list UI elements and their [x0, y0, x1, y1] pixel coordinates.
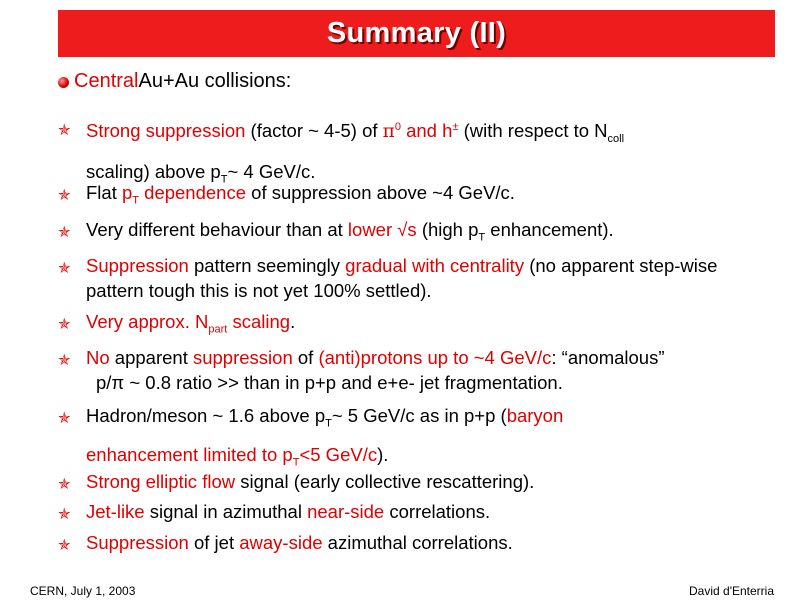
highlight: π [382, 121, 395, 143]
subscript: T [325, 417, 332, 430]
text: p/π ~ 0.8 ratio >> than in p+p and e+e- jet fragmentation. [96, 372, 563, 393]
highlight: lower √s [347, 219, 417, 240]
star-bullet-icon: ✯ [58, 224, 71, 241]
list-item [58, 309, 778, 343]
list-item [58, 253, 778, 303]
subscript: T [220, 173, 228, 186]
text: signal (early collective rescattering). [235, 471, 535, 492]
text: azimuthal correlations. [322, 532, 513, 553]
star-bullet-icon: ✯ [58, 122, 71, 139]
text: ~ 4 GeV/c. [227, 160, 316, 182]
text: of jet [188, 532, 240, 553]
page-title: Summary (II) [326, 17, 507, 49]
highlight: and h [400, 120, 453, 142]
highlight: near-side [307, 501, 385, 522]
text: ). [377, 443, 389, 465]
star-bullet-icon: ✯ [58, 316, 71, 333]
highlight: Suppression [86, 255, 189, 276]
text: enhancement). [485, 219, 614, 240]
subscript: T [132, 194, 140, 207]
footer-right: David d'Enterria [689, 584, 774, 598]
bullet-ball-icon [58, 77, 69, 88]
highlight: suppression [192, 347, 293, 368]
list-item [58, 403, 778, 475]
highlight: Strong suppression [86, 120, 246, 142]
highlight: No [86, 347, 110, 368]
subscript: T [478, 231, 486, 244]
highlight: (anti)protons up to ~4 GeV/c [318, 347, 552, 368]
text: (high p [416, 219, 479, 240]
list-item [58, 345, 778, 395]
text: signal in azimuthal [144, 501, 308, 522]
text: apparent [109, 347, 193, 368]
star-bullet-icon: ✯ [58, 410, 71, 427]
list-item [58, 530, 778, 558]
list-item [58, 217, 778, 251]
star-bullet-icon: ✯ [58, 187, 71, 204]
highlight: away-side [239, 532, 323, 553]
star-bullet-icon: ✯ [58, 506, 71, 523]
highlight: Jet-like [86, 501, 145, 522]
superscript: 0 [394, 121, 401, 133]
highlight: <5 GeV/c [299, 443, 378, 465]
text: : “anomalous” [551, 347, 665, 368]
text: (factor ~ 4-5) of [245, 120, 383, 142]
highlight: gradual with centrality [345, 255, 525, 276]
text: Very different behaviour than at [86, 219, 348, 240]
list-item [58, 180, 778, 214]
text: Hadron/meson ~ 1.6 above p [86, 405, 326, 426]
star-bullet-icon: ✯ [58, 352, 71, 369]
star-bullet-icon: ✯ [58, 537, 71, 554]
text: of [292, 347, 319, 368]
highlight: baryon [506, 405, 564, 426]
superscript: ± [452, 121, 459, 133]
highlight: Suppression [86, 532, 189, 553]
highlight: scaling [227, 311, 291, 332]
subscript: coll [607, 132, 625, 145]
text: scaling) above p [86, 160, 221, 182]
text: (with respect to N [458, 120, 608, 142]
subscript: T [292, 456, 300, 469]
highlight: Strong elliptic flow [86, 471, 236, 492]
star-bullet-icon: ✯ [58, 476, 71, 493]
text: correlations. [384, 501, 491, 522]
highlight: p [121, 182, 133, 203]
list-item [58, 499, 778, 527]
footer-left: CERN, July 1, 2003 [30, 584, 136, 598]
text: (no apparent step-wise pattern tough this is not yet 100% settled). [86, 255, 718, 301]
highlight: enhancement limited to p [86, 443, 293, 465]
text: . [290, 311, 296, 332]
list-item [58, 469, 778, 497]
lead-text: Au+Au collisions: [138, 70, 292, 92]
text: pattern seemingly [188, 255, 346, 276]
text: ~ 5 GeV/c as in p+p ( [331, 405, 507, 426]
highlight: dependence [139, 182, 247, 203]
lead-bullet [58, 70, 291, 93]
lead-highlight: Central [74, 70, 139, 92]
title-bar [58, 10, 775, 57]
text: Flat [86, 182, 122, 203]
subscript: part [208, 323, 228, 336]
star-bullet-icon: ✯ [58, 260, 71, 277]
highlight: Very approx. N [86, 311, 209, 332]
text: of suppression above ~4 GeV/c. [246, 182, 515, 203]
